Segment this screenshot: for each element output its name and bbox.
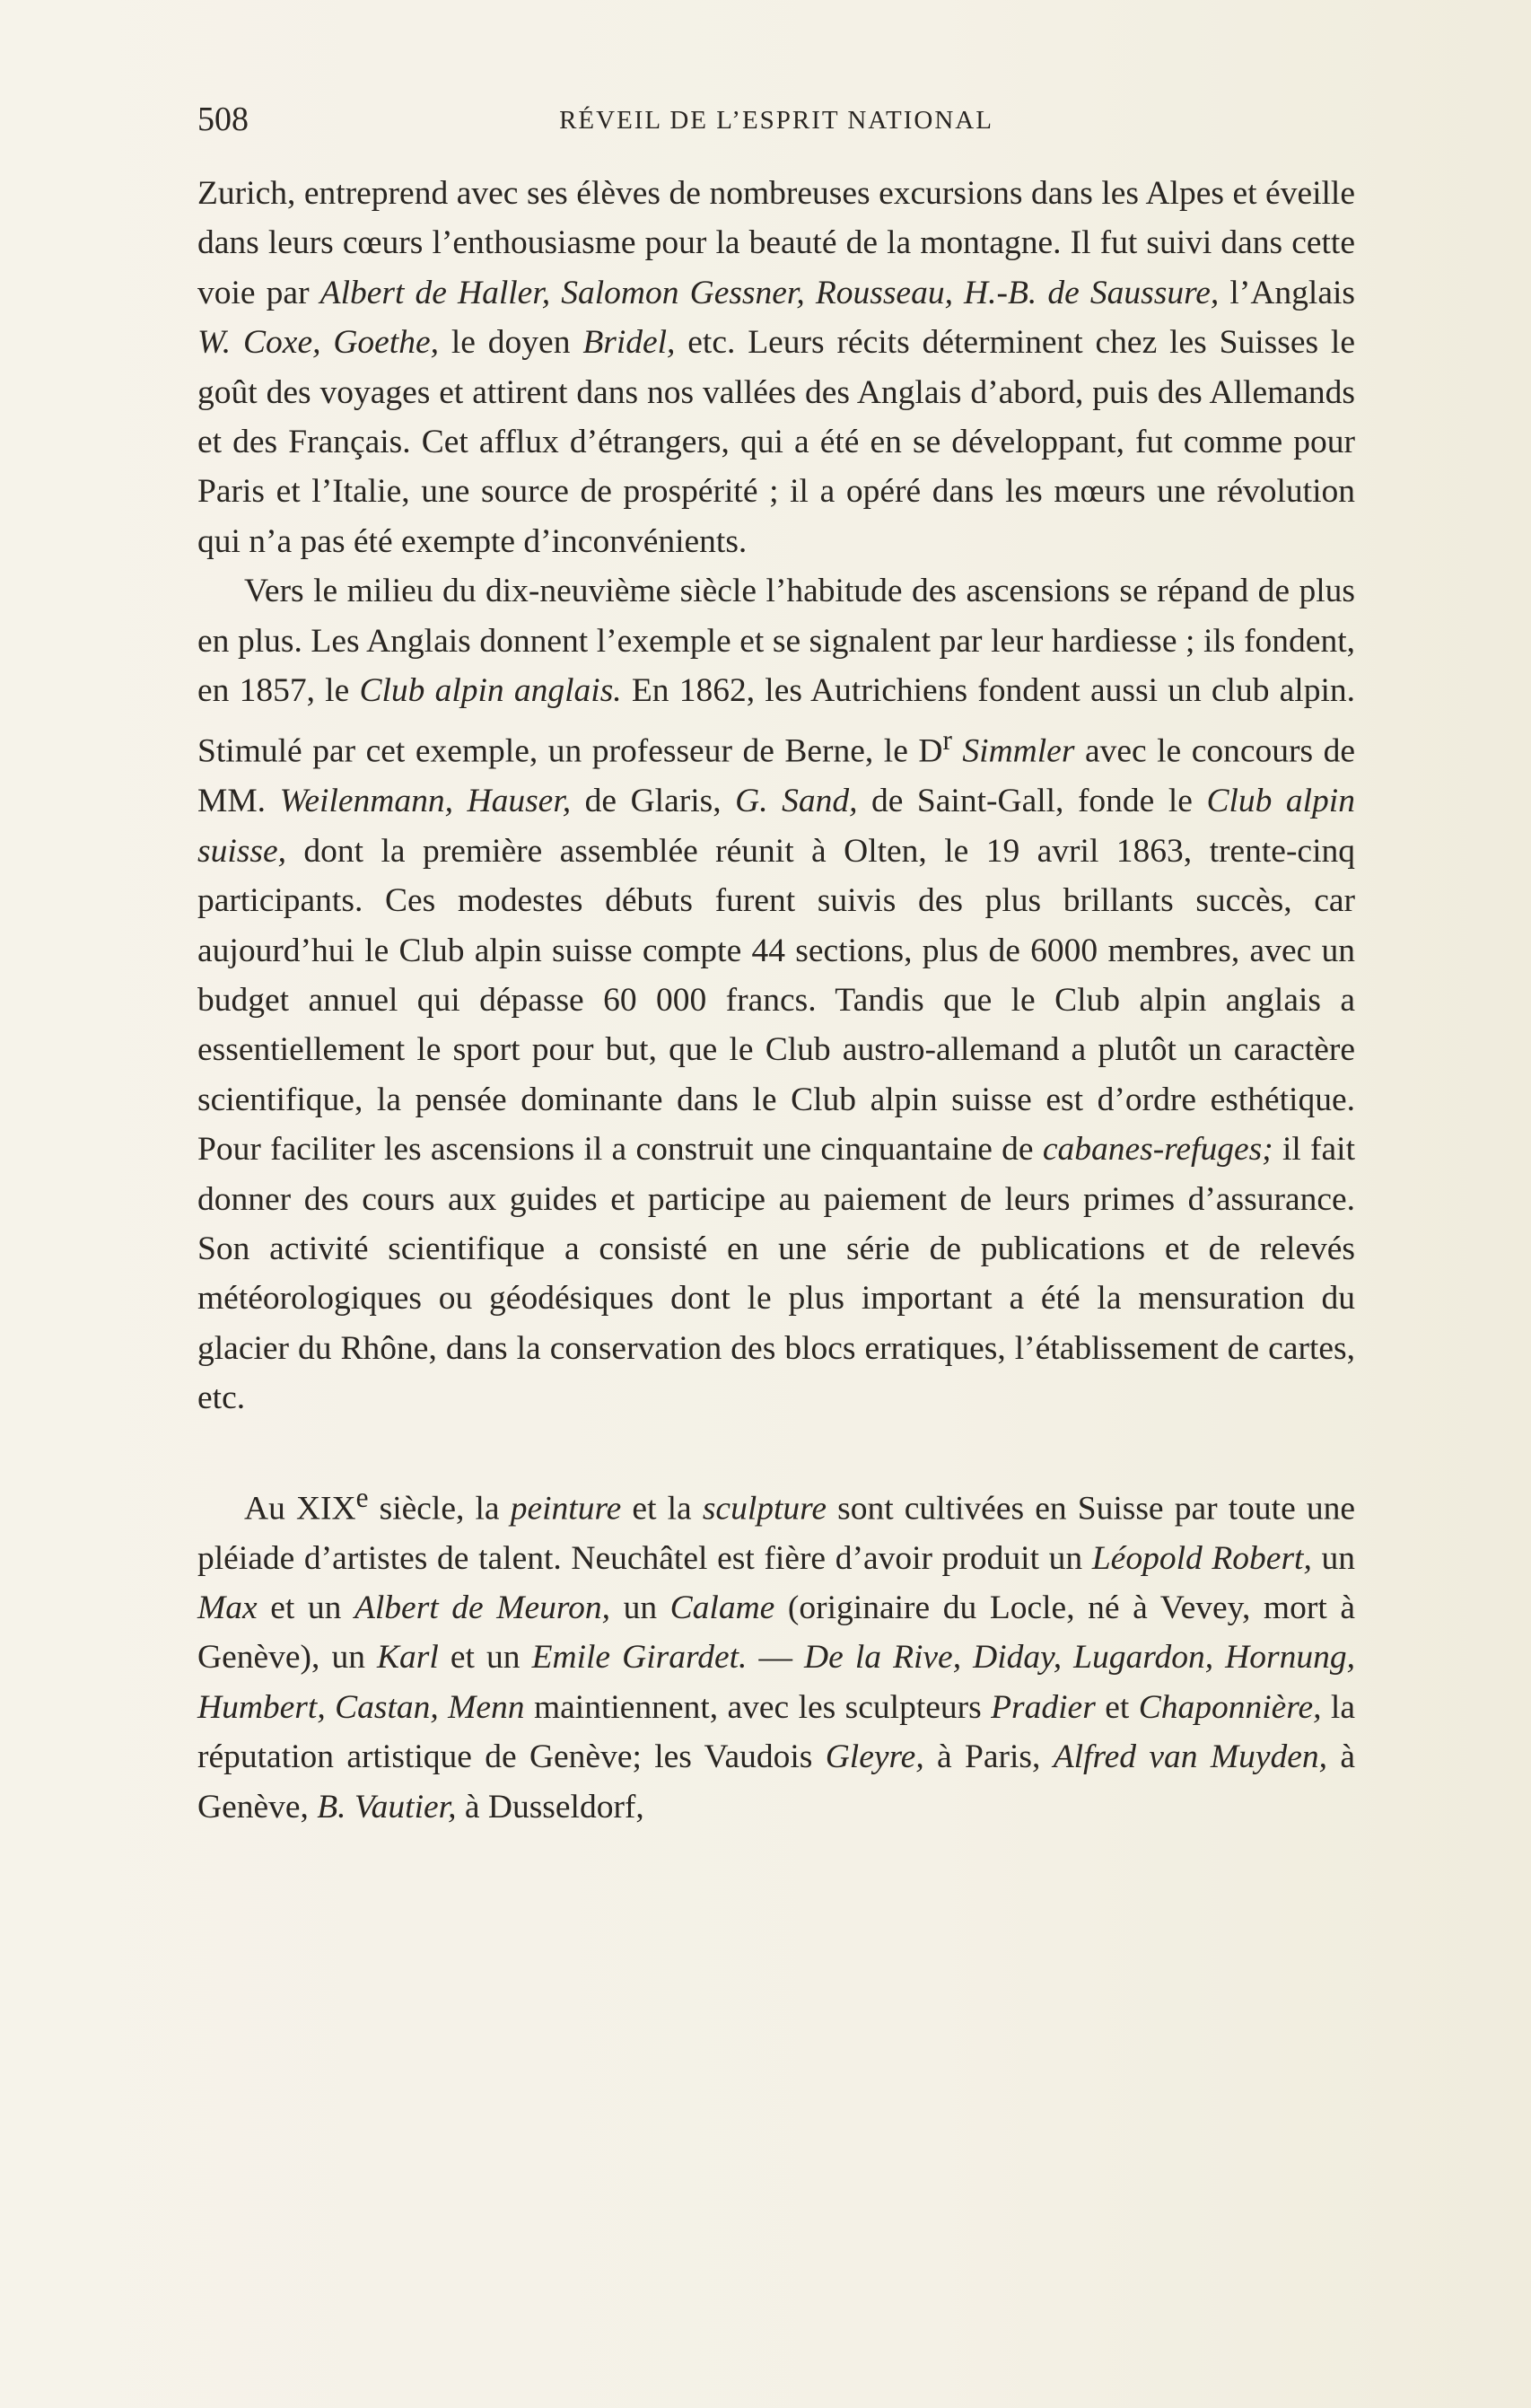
italic-term: peinture [510,1490,622,1528]
text-run: dont la première assemblée réunit à Olten, le 19 avril 1863, trente-cinq participants. Ces modestes débuts furent suivis des plus brillants succès, car aujourd’hui le Club alpin suisse compte 44 sections, plus de 6000 membres, avec un budget annuel qui dépasse 60 000 francs. Tandis que le Club alpin anglais a essentiellement le sport pour but, que le Club austro-allemand a plutôt un caractère scientifique, la pensée dominante dans le Club alpin suisse est d’ordre esthétique. Pour faciliter les ascensions il a construit une cinquantaine de [197,832,1355,1169]
text-run: sont cultivées en Suisse par toute une pléiade d’artistes de talent. Neuchâtel est fière d’avoir produit un [197,1490,1355,1577]
italic-names: Emile Girardet. [531,1639,748,1677]
page-number: 508 [197,101,249,138]
text-run: En 1862, les Autrichiens fondent aussi un club alpin. Stimulé par cet exemple, un professeur de Berne, le D [197,672,1356,770]
italic-names: Léopold Robert, [1091,1539,1312,1577]
text-run: l’Anglais [1219,274,1355,311]
text-run: et un [438,1639,532,1677]
text-run: avec le concours de MM. [197,732,1356,820]
text-run: il fait donner des cours aux guides et participe au paiement de leurs primes d’assurance. Son activité scientifique a consisté en une série de publications et de relevés météorologiques ou géodésiques dont le plus important a été la mensuration du glacier du Rhône, dans la conservation des blocs erratiques, l’établissement de cartes, etc. [197,1131,1355,1417]
text-run [952,733,963,770]
italic-term: Club alpin anglais. [359,672,622,710]
italic-names: Simmler [962,732,1075,770]
italic-names: Bridel, [582,324,676,362]
italic-names: Albert de Meuron, [354,1589,610,1626]
italic-names: B. Vautier, [317,1788,457,1826]
italic-names: W. Coxe, Goethe, [197,324,439,362]
text-run: et un [257,1589,354,1626]
text-run: etc. Leurs récits déterminent chez les Suisses le goût des voyages et attirent dans nos vallées des Anglais d’abord, puis des Allemands et des Français. Cet afflux d’étrangers, qui a été en se développant, fut comme pour Paris et l’Italie, une source de prospérité ; il a opéré dans les mœurs une révolution qui n’a pas été exempte d’inconvénients. [197,324,1355,560]
body-text [197,169,1355,1832]
text-run: de Glaris, [571,783,736,820]
text-run: de Saint-Gall, fonde le [857,783,1207,820]
text-run: siècle, la [368,1490,511,1528]
superscript: r [942,724,952,757]
text-run: et la [621,1490,703,1528]
paragraph-alpine-clubs [197,566,1355,1423]
text-run: à Dusseldorf, [456,1788,644,1826]
page-header [197,97,1355,142]
text-run: Zurich, entreprend avec ses élèves de nombreuses excursions dans les Alpes et éveille dans leurs cœurs l’enthousiasme pour la beauté de la montagne. Il fut suivi dans cette voie par [197,175,1355,311]
text-run: un [1311,1539,1356,1577]
text-run: à Paris, [923,1738,1054,1776]
text-run: Vers le milieu du dix-neuvième siècle l’habitude des ascensions se répand de plus en plus. Les Anglais donnent l’exemple et se signalent par leur hardiesse ; ils fondent, en 1857, le [197,573,1355,710]
text-run: Au XIX [244,1490,356,1528]
text-run: (originaire du Locle, né à Vevey, mort à Genève), un [197,1589,1355,1677]
text-run: maintiennent, avec les sculpteurs [524,1688,992,1726]
italic-names: Gleyre, [825,1738,924,1776]
text-run: le doyen [439,324,583,362]
italic-term: Club alpin suisse, [197,783,1355,870]
italic-term: sculpture [702,1490,827,1528]
italic-names: Albert de Haller, Salomon Gessner, Rousseau, H.-B. de Saussure, [319,274,1220,311]
text-run: un [609,1589,670,1626]
text-run: à Genève, [197,1738,1355,1826]
text-run: et [1095,1688,1139,1726]
text-run: — [747,1639,805,1677]
italic-names: Calame [669,1589,775,1626]
paragraph-swiss-tourism [197,169,1355,566]
running-title: RÉVEIL DE L’ESPRIT NATIONAL [559,106,993,135]
italic-names: Pradier [991,1688,1096,1726]
italic-names: Weilenmann, Hauser, [279,783,572,820]
superscript: e [355,1481,369,1513]
paragraph-swiss-artists [197,1473,1355,1832]
italic-names: G. Sand, [735,783,858,820]
italic-names: Alfred van Muyden, [1053,1738,1328,1776]
italic-names: Max [197,1589,258,1626]
italic-names: Chaponnière, [1138,1688,1322,1726]
text-run: la réputation artistique de Genève; les Vaudois [197,1688,1355,1776]
italic-term: cabanes-refuges; [1042,1131,1273,1169]
italic-names: De la Rive, Diday, Lugardon, Hornung, Humbert, Castan, Menn [197,1639,1355,1726]
italic-names: Karl [377,1639,439,1677]
